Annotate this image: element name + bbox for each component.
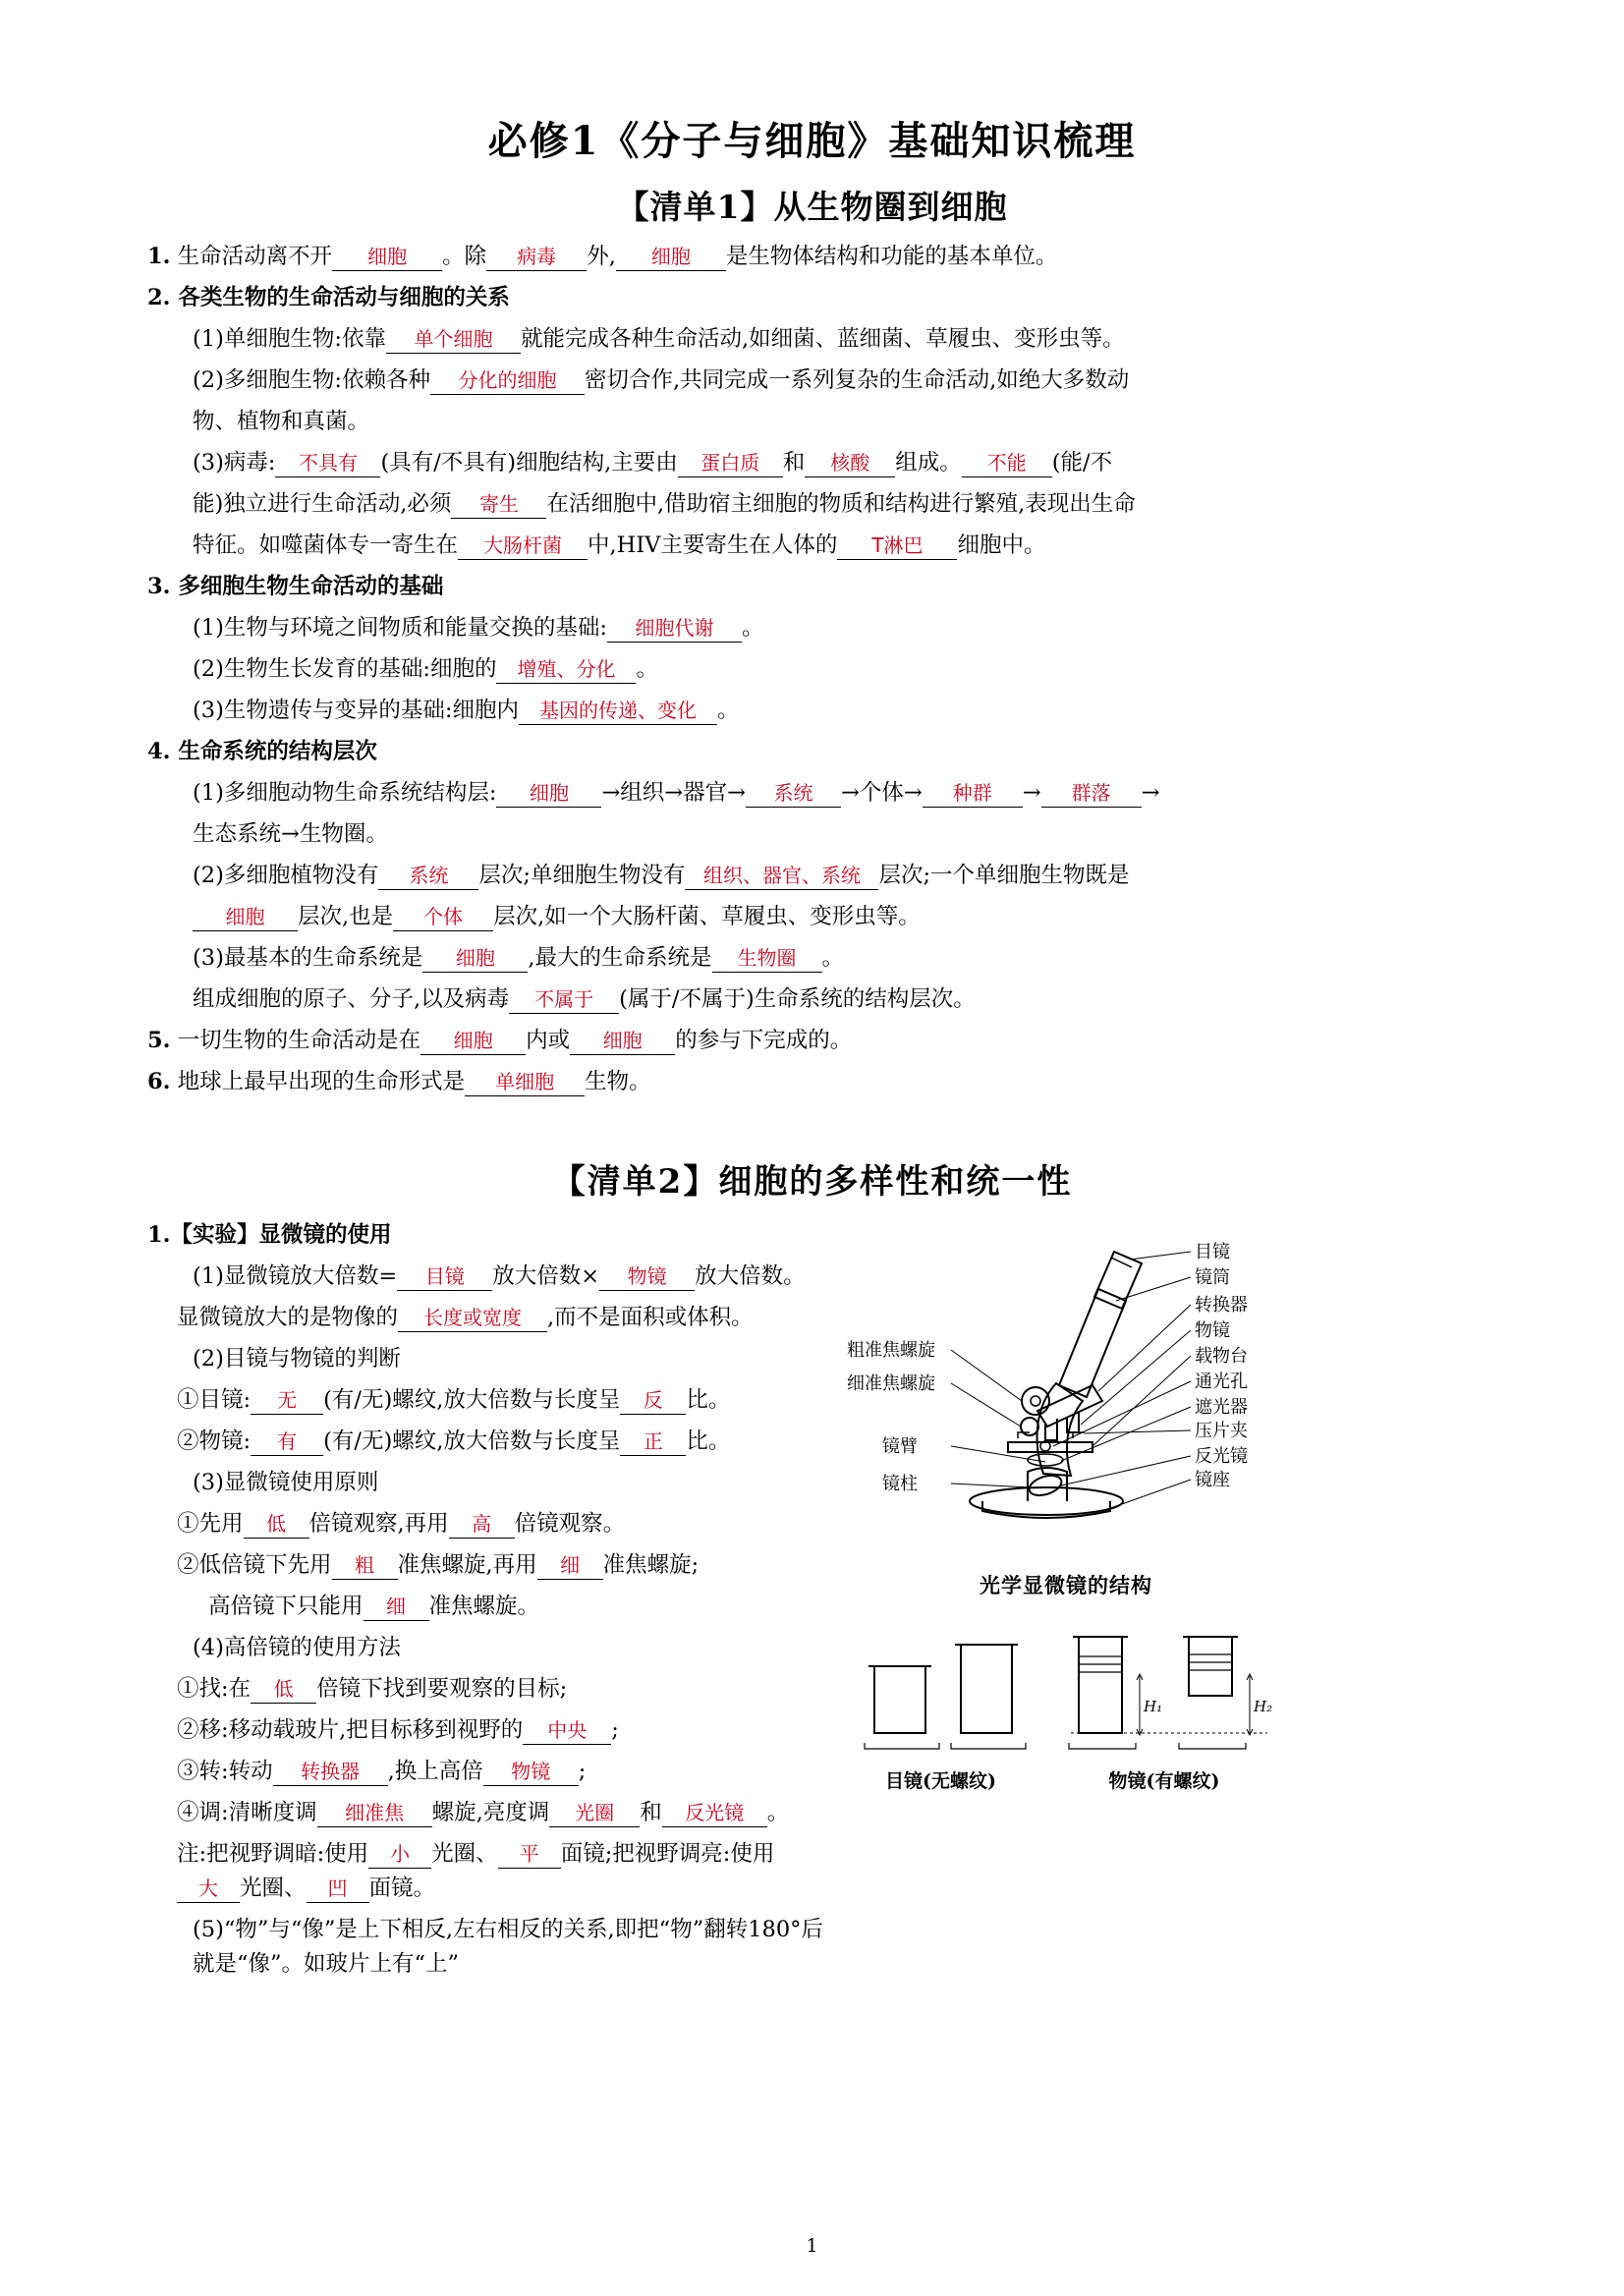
item-4-2: (2)多细胞植物没有 系统 层次;单细胞生物没有 组织、器官、系统 层次;一个单细胞生物既是	[193, 863, 1130, 888]
answer-blank: 反	[620, 1387, 686, 1415]
answer-blank: 生物圈	[712, 945, 822, 973]
answer-blank: 平	[498, 1841, 561, 1869]
figure-label-pillar: 镜柱	[882, 1474, 918, 1494]
item-1: 1. 生命活动离不开 细胞 。除 病毒 外, 细胞 是生物体结构和功能的基本单位。	[147, 244, 1058, 269]
answer-blank: 细胞代谢	[607, 615, 742, 643]
answer-blank: 低	[251, 1676, 316, 1704]
figure-label-clip: 压片夹	[1195, 1421, 1248, 1441]
figure-label-base: 镜座	[1195, 1470, 1230, 1490]
answer-blank: 粗	[332, 1552, 398, 1580]
answer-blank: 大肠杆菌	[458, 532, 588, 560]
answer-blank: 不具有	[275, 450, 380, 477]
exp-line-6: (3)显微镜使用原则	[193, 1470, 379, 1495]
answer-blank: 个体	[393, 904, 493, 931]
answer-blank: 蛋白质	[678, 450, 783, 477]
answer-blank: 单细胞	[465, 1069, 585, 1096]
figure-label-tube: 镜筒	[1195, 1267, 1230, 1288]
exp-line-2: 显微镜放大的是物像的 长度或宽度 ,而不是面积或体积。	[177, 1305, 754, 1330]
item-5: 5. 一切生物的生命活动是在 细胞 内或 细胞 的参与下完成的。	[147, 1028, 853, 1053]
answer-blank: 中央	[523, 1717, 611, 1745]
exp-line-7: ①先用 低 倍镜观察,再用 高 倍镜观察。	[177, 1511, 626, 1537]
figure-label-stage: 载物台	[1195, 1346, 1248, 1367]
answer-blank: 系统	[378, 863, 478, 890]
answer-blank: 小	[368, 1841, 431, 1869]
item-4-4: 组成细胞的原子、分子,以及病毒 不属于 (属于/不属于)生命系统的结构层次。	[193, 986, 976, 1012]
item-3-1: (1)生物与环境之间物质和能量交换的基础: 细胞代谢 。	[193, 615, 764, 641]
answer-blank: 反光镜	[662, 1800, 767, 1827]
answer-blank: 凹	[307, 1876, 369, 1903]
item-4-1: (1)多细胞动物生命系统结构层: 细胞 →组织→器官→ 系统 →个体→ 种群 → 群落 →	[193, 780, 1160, 806]
answer-blank: 细胞	[332, 244, 442, 271]
answer-blank: 有	[251, 1428, 323, 1456]
answer-blank: 种群	[923, 780, 1023, 808]
section-2-body	[147, 1218, 1477, 1988]
answer-blank: 目镜	[397, 1263, 492, 1291]
item-2-title: 2. 各类生物的生命活动与细胞的关系	[147, 285, 510, 310]
figure-label-aperture: 通光孔	[1195, 1372, 1248, 1392]
answer-blank: 物镜	[599, 1263, 695, 1291]
answer-blank: 长度或宽度	[398, 1305, 547, 1332]
exp-line-8: ②低倍镜下先用 粗 准焦螺旋,再用 细 准焦螺旋;	[177, 1552, 700, 1578]
item-6-number: 6.	[147, 1069, 171, 1094]
figure-label-objective: 物镜	[1195, 1320, 1230, 1341]
answer-blank: 细胞	[616, 244, 726, 271]
exp-line-13: ③转:转动 转换器 ,换上高倍 物镜 ;	[177, 1759, 587, 1784]
answer-blank: 细胞	[422, 945, 528, 973]
exp-line-11: ①找:在 低 倍镜下找到要观察的目标;	[177, 1676, 568, 1702]
h2-label: H₂	[1254, 1698, 1273, 1715]
item-4-2-cont: 细胞 层次,也是 个体 层次,如一个大肠杆菌、草履虫、变形虫等。	[193, 900, 1477, 934]
answer-blank: 细胞	[193, 904, 298, 931]
answer-blank: 细胞	[420, 1028, 526, 1055]
item-6: 6. 地球上最早出现的生命形式是 单细胞 生物。	[147, 1069, 651, 1094]
answer-blank: 单个细胞	[386, 326, 521, 354]
answer-blank: 组织、器官、系统	[685, 863, 878, 890]
microscope-figure	[835, 1228, 1297, 1599]
figure-column	[835, 1218, 1297, 1793]
answer-blank: 细	[364, 1594, 429, 1621]
h1-label: H₁	[1144, 1698, 1163, 1715]
answer-blank: 病毒	[486, 244, 587, 271]
exp-line-14: ④调:清晰度调 细准焦 螺旋,亮度调 光圈 和 反光镜 。	[177, 1800, 790, 1825]
document-title: 必修1《分子与细胞》基础知识梳理	[487, 118, 1137, 164]
section-1-title: 【清单1】从生物圈到细胞	[616, 188, 1008, 226]
item-2-2-cont: 物、植物和真菌。	[193, 409, 370, 434]
exp-line-5: ②物镜: 有 (有/无)螺纹,放大倍数与长度呈 正 比。	[177, 1428, 731, 1454]
answer-blank: 光圈	[549, 1800, 640, 1827]
lens-caption-row	[835, 1766, 1297, 1793]
item-5-number: 5.	[147, 1028, 171, 1053]
exp-line-3: (2)目镜与物镜的判断	[193, 1346, 401, 1372]
item-4-1-cont: 生态系统→生物圈。	[193, 821, 388, 847]
exp-line-1: (1)显微镜放大倍数= 目镜 放大倍数× 物镜 放大倍数。	[193, 1263, 806, 1289]
answer-blank: 增殖、分化	[496, 656, 636, 684]
item-2-1: (1)单细胞生物:依靠 单个细胞 就能完成各种生命活动,如细菌、蓝细菌、草履虫、变形虫等。	[193, 326, 1125, 352]
figure-label-fine-knob: 细准焦螺旋	[847, 1373, 935, 1394]
item-4-3: (3)最基本的生命系统是 细胞 ,最大的生命系统是 生物圈 。	[193, 945, 845, 971]
figure-label-nosepiece: 转换器	[1195, 1295, 1248, 1316]
answer-blank: 高	[449, 1511, 515, 1539]
answer-blank: 无	[251, 1387, 323, 1415]
item-3-title: 3. 多细胞生物生命活动的基础	[147, 574, 444, 599]
figure-label-mirror: 反光镜	[1195, 1446, 1248, 1467]
exp-line-15: 注:把视野调暗:使用 小 光圈、 平 面镜;把视野调亮:使用大 光圈、 凹 面镜。	[177, 1841, 775, 1901]
figure-label-coarse-knob: 粗准焦螺旋	[847, 1340, 935, 1361]
item-2-2: (2)多细胞生物:依赖各种 分化的细胞 密切合作,共同完成一系列复杂的生命活动,如绝大多数动	[193, 367, 1130, 393]
item-3-3: (3)生物遗传与变异的基础:细胞内 基因的传递、变化 。	[193, 698, 740, 723]
figure-label-arm: 镜臂	[882, 1436, 918, 1457]
answer-blank: 细胞	[496, 780, 601, 808]
answer-blank: 细	[537, 1552, 603, 1580]
lens-caption-objective: 物镜(有螺纹)	[1108, 1770, 1220, 1792]
answer-blank: 不能	[962, 450, 1052, 477]
experiment-title: 1.【实验】显微镜的使用	[147, 1222, 392, 1248]
answer-blank: 物镜	[483, 1759, 579, 1786]
section-2-text-column	[147, 1218, 825, 1988]
answer-blank: 不属于	[509, 986, 619, 1014]
item-4-title: 4. 生命系统的结构层次	[147, 739, 377, 764]
answer-blank: 群落	[1041, 780, 1142, 808]
answer-blank: 系统	[746, 780, 841, 808]
answer-blank: 寄生	[451, 491, 546, 519]
answer-blank: 转换器	[273, 1759, 388, 1786]
section-2-title: 【清单2】细胞的多样性和统一性	[551, 1162, 1073, 1202]
figure-label-eyepiece: 目镜	[1195, 1242, 1230, 1262]
item-1-number: 1.	[147, 244, 171, 269]
answer-blank: 低	[244, 1511, 309, 1539]
lens-comparison-figure	[835, 1617, 1297, 1793]
microscope-diagram	[835, 1228, 1297, 1562]
answer-blank: 核酸	[805, 450, 895, 477]
exp-line-16: (5)“物”与“像”是上下相反,左右相反的关系,即把“物”翻转180°后就是“像”。如玻片上有“上”	[193, 1917, 823, 1977]
answer-blank: 细准焦	[317, 1800, 432, 1827]
figure-caption: 光学显微镜的结构	[980, 1573, 1152, 1597]
answer-blank: 细胞	[570, 1028, 675, 1055]
exp-line-12: ②移:移动载玻片,把目标移到视野的 中央 ;	[177, 1717, 619, 1743]
item-2-3: (3)病毒: 不具有 (具有/不具有)细胞结构,主要由 蛋白质 和 核酸 组成。 不能 (能/不	[193, 450, 1113, 476]
answer-blank: 基因的传递、变化	[519, 698, 717, 725]
exp-line-10: (4)高倍镜的使用方法	[193, 1635, 401, 1660]
item-3-2: (2)生物生长发育的基础:细胞的 增殖、分化 。	[193, 656, 658, 682]
answer-blank: T淋巴	[837, 532, 957, 560]
lens-diagram	[835, 1617, 1297, 1764]
item-2-3-cont1: 能)独立进行生命活动,必须 寄生 在活细胞中,借助宿主细胞的物质和结构进行繁殖,表现出生命	[193, 491, 1136, 517]
exp-line-9: 高倍镜下只能用 细 准焦螺旋。	[208, 1594, 540, 1619]
answer-blank: 分化的细胞	[430, 367, 585, 395]
figure-label-diaphragm: 遮光器	[1195, 1397, 1248, 1418]
item-2-3-cont2: 特征。如噬菌体专一寄生在 大肠杆菌 中,HIV主要寄生在人体的 T淋巴 细胞中。	[193, 532, 1046, 558]
page-number: 1	[806, 2235, 818, 2257]
answer-blank: 大	[177, 1876, 240, 1903]
exp-line-4: ①目镜: 无 (有/无)螺纹,放大倍数与长度呈 反 比。	[177, 1387, 731, 1413]
lens-caption-eyepiece: 目镜(无螺纹)	[885, 1770, 996, 1792]
answer-blank: 正	[620, 1428, 686, 1456]
